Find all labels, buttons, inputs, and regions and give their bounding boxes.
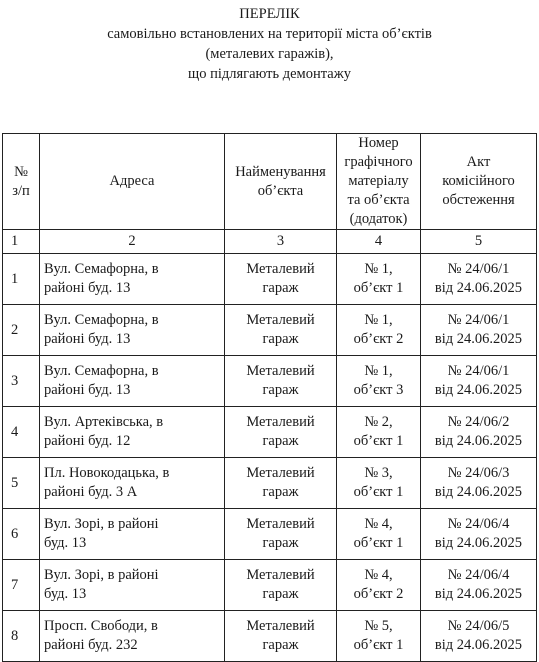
table-row (3, 254, 537, 305)
address-cell (40, 356, 225, 407)
object-name-line: гараж (262, 484, 299, 500)
graphic-number-cell (337, 407, 421, 458)
act-line: від 24.06.2025 (434, 586, 523, 602)
graphic-number-line: № 1, (364, 363, 393, 379)
graphic-number-cell (337, 611, 421, 662)
header-num (3, 134, 40, 230)
heading-title: ПЕРЕЛІК (239, 6, 300, 22)
graphic-number-line: об’єкт 1 (353, 535, 404, 551)
address-line: Вул. Артеківська, в (44, 414, 164, 430)
graphic-number-line: № 4, (364, 516, 393, 532)
graphic-number-cell (337, 560, 421, 611)
header-graphic-line: матеріалу (348, 173, 409, 189)
address-cell (40, 560, 225, 611)
graphic-number-cell (337, 458, 421, 509)
object-name-line: гараж (262, 637, 299, 653)
address-line: Вул. Семафорна, в (44, 363, 159, 379)
act-cell (421, 509, 537, 560)
column-number: 3 (225, 230, 337, 254)
address-line: Пл. Новокодацька, в (44, 465, 170, 481)
row-number-cell: 1 (3, 254, 40, 305)
graphic-number-cell (337, 509, 421, 560)
object-name-line: Металевий (246, 312, 315, 328)
act-cell (421, 560, 537, 611)
graphic-number-line: № 1, (364, 312, 393, 328)
act-line: № 24/06/4 (447, 516, 510, 532)
address-line: районі буд. 13 (44, 331, 131, 347)
table-body (3, 254, 537, 662)
row-number-cell: 5 (3, 458, 40, 509)
row-number-cell: 7 (3, 560, 40, 611)
heading-subtitle-line-1: самовільно встановлених на території міста об’єктів (107, 26, 432, 42)
table-row (3, 305, 537, 356)
document-heading (0, 4, 539, 84)
heading-subtitle-line-2: (металевих гаражів), (205, 46, 334, 62)
address-line: Вул. Семафорна, в (44, 261, 159, 277)
address-line: буд. 13 (44, 586, 87, 602)
column-number: 4 (337, 230, 421, 254)
graphic-number-line: об’єкт 2 (353, 331, 404, 347)
act-cell (421, 611, 537, 662)
header-act (421, 134, 537, 230)
graphic-number-line: № 5, (364, 618, 393, 634)
heading-subtitle-line-3: що підлягають демонтажу (188, 66, 351, 82)
act-line: № 24/06/2 (447, 414, 510, 430)
object-name-cell (225, 458, 337, 509)
address-line: Вул. Зорі, в районі (44, 567, 159, 583)
object-name-cell (225, 560, 337, 611)
header-graphic-line: Номер (358, 135, 399, 151)
header-name (225, 134, 337, 230)
object-name-line: Металевий (246, 567, 315, 583)
graphic-number-cell (337, 356, 421, 407)
object-name-cell (225, 509, 337, 560)
graphic-number-cell (337, 254, 421, 305)
graphic-number-line: № 1, (364, 261, 393, 277)
address-cell (40, 407, 225, 458)
header-name-line: Найменування (235, 163, 326, 180)
address-cell (40, 509, 225, 560)
act-line: від 24.06.2025 (434, 484, 523, 500)
act-cell (421, 458, 537, 509)
header-graphic-line: та об’єкта (347, 192, 410, 208)
header-graphic-line: (додаток) (349, 211, 408, 227)
act-line: від 24.06.2025 (434, 433, 523, 449)
table-row (3, 509, 537, 560)
object-name-line: гараж (262, 280, 299, 296)
object-name-cell (225, 356, 337, 407)
address-line: районі буд. 3 А (44, 484, 138, 500)
object-name-line: Металевий (246, 516, 315, 532)
act-line: від 24.06.2025 (434, 280, 523, 296)
address-line: буд. 13 (44, 535, 87, 551)
object-name-line: Металевий (246, 618, 315, 634)
graphic-number-line: об’єкт 3 (353, 382, 404, 398)
address-line: районі буд. 13 (44, 382, 131, 398)
graphic-number-line: № 4, (364, 567, 393, 583)
header-graphic (337, 134, 421, 230)
object-name-cell (225, 254, 337, 305)
act-line: від 24.06.2025 (434, 382, 523, 398)
object-name-line: Металевий (246, 465, 315, 481)
header-act-line: комісійного (442, 173, 515, 189)
object-name-line: гараж (262, 331, 299, 347)
column-number: 1 (3, 230, 40, 254)
address-line: районі буд. 232 (44, 637, 138, 653)
act-cell (421, 305, 537, 356)
address-cell (40, 305, 225, 356)
object-name-line: Металевий (246, 363, 315, 379)
graphic-number-line: об’єкт 1 (353, 280, 404, 296)
column-numbers-row (3, 230, 537, 254)
header-graphic-line: графічного (344, 154, 413, 170)
act-line: № 24/06/1 (447, 261, 510, 277)
table-row (3, 560, 537, 611)
row-number-cell: 8 (3, 611, 40, 662)
act-cell (421, 254, 537, 305)
graphic-number-line: об’єкт 1 (353, 433, 404, 449)
object-name-line: гараж (262, 535, 299, 551)
header-act-line: обстеження (442, 192, 515, 208)
row-number-cell: 6 (3, 509, 40, 560)
graphic-number-line: № 3, (364, 465, 393, 481)
header-address (40, 134, 225, 230)
header-num-line: з/п (12, 182, 30, 199)
header-num-line: № (14, 163, 28, 180)
graphic-number-line: № 2, (364, 414, 393, 430)
act-line: № 24/06/1 (447, 312, 510, 328)
object-name-cell (225, 611, 337, 662)
act-line: від 24.06.2025 (434, 637, 523, 653)
graphic-number-line: об’єкт 1 (353, 484, 404, 500)
object-name-line: Металевий (246, 261, 315, 277)
header-address-line: Адреса (109, 173, 155, 189)
object-name-line: гараж (262, 586, 299, 602)
object-name-line: Металевий (246, 414, 315, 430)
row-number-cell: 4 (3, 407, 40, 458)
garages-table (2, 133, 537, 662)
act-line: від 24.06.2025 (434, 535, 523, 551)
graphic-number-line: об’єкт 2 (353, 586, 404, 602)
address-line: районі буд. 12 (44, 433, 131, 449)
address-line: Вул. Семафорна, в (44, 312, 159, 328)
address-cell (40, 611, 225, 662)
row-number-cell: 3 (3, 356, 40, 407)
table-row (3, 611, 537, 662)
header-act-line: Акт (466, 154, 491, 170)
act-line: від 24.06.2025 (434, 331, 523, 347)
act-line: № 24/06/1 (447, 363, 510, 379)
table-row (3, 356, 537, 407)
object-name-line: гараж (262, 382, 299, 398)
column-number: 2 (40, 230, 225, 254)
object-name-cell (225, 407, 337, 458)
act-line: № 24/06/4 (447, 567, 510, 583)
graphic-number-line: об’єкт 1 (353, 637, 404, 653)
graphic-number-cell (337, 305, 421, 356)
table-row (3, 458, 537, 509)
address-line: районі буд. 13 (44, 280, 131, 296)
table-header-row (3, 134, 537, 230)
address-line: Просп. Свободи, в (44, 618, 158, 634)
object-name-cell (225, 305, 337, 356)
address-cell (40, 458, 225, 509)
act-line: № 24/06/5 (447, 618, 510, 634)
column-number: 5 (421, 230, 537, 254)
act-cell (421, 407, 537, 458)
object-name-line: гараж (262, 433, 299, 449)
address-line: Вул. Зорі, в районі (44, 516, 159, 532)
act-cell (421, 356, 537, 407)
table-row (3, 407, 537, 458)
header-name-line: об’єкта (257, 182, 304, 199)
row-number-cell: 2 (3, 305, 40, 356)
address-cell (40, 254, 225, 305)
act-line: № 24/06/3 (447, 465, 510, 481)
